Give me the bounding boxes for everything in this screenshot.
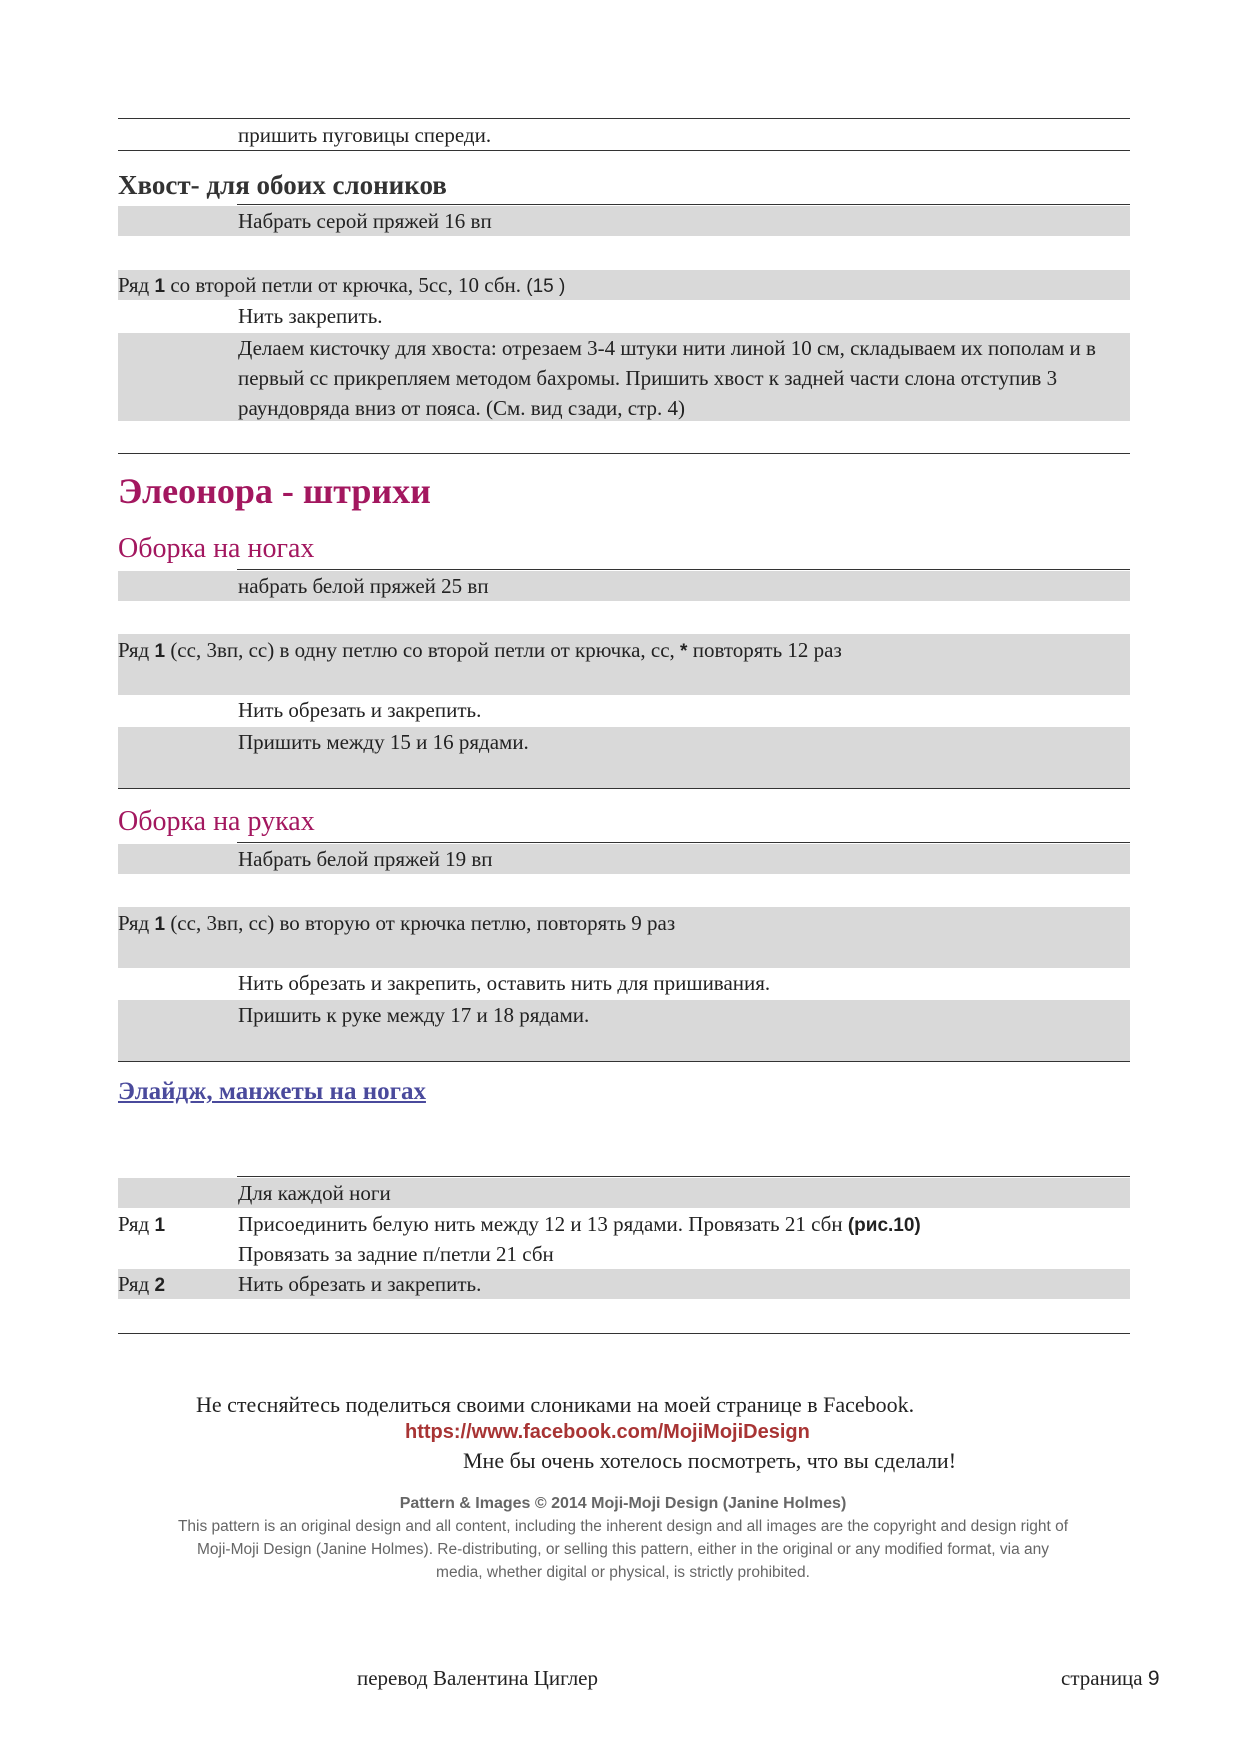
row-label: Ряд <box>118 911 150 935</box>
row-instruction <box>238 1209 921 1241</box>
row-number: 2 <box>154 1275 166 1296</box>
instruction-line: Набрать серой пряжей 16 вп <box>238 209 492 233</box>
page-num: 9 <box>1147 1667 1160 1690</box>
instruction-line: Нить обрезать и закрепить, оставить нить для пришивания. <box>238 971 771 995</box>
divider <box>118 1333 1130 1334</box>
divider <box>237 204 1130 205</box>
copyright-text: media, whether digital or physical, is strictly prohibited. <box>436 1564 810 1581</box>
row-label: Ряд <box>118 273 150 297</box>
row-number: 1 <box>154 914 166 935</box>
instruction-line: пришить пуговицы спереди. <box>238 123 492 147</box>
row-number: 1 <box>154 276 166 297</box>
row-label-cell <box>118 1209 165 1241</box>
row-number: 1 <box>154 1215 166 1236</box>
divider <box>237 1176 1130 1177</box>
copyright-title: Pattern & Images © 2014 Moji-Moji Design (Janine Holmes) <box>399 1495 847 1512</box>
row-instruction <box>118 635 842 667</box>
row-number: 1 <box>154 641 166 662</box>
stitch-count: (15 ) <box>526 276 566 297</box>
row-text: со второй петли от крючка, 5сс, 10 сбн. <box>170 273 521 297</box>
page-number <box>1061 1666 1160 1691</box>
row-text: повторять 12 раз <box>692 638 842 662</box>
instruction-line: Пришить между 15 и 16 рядами. <box>238 730 529 754</box>
promo-text: Не стесняйтесь поделиться своими слониками на моей странице в Facebook. <box>196 1392 915 1417</box>
divider <box>118 453 1130 454</box>
row-text: (сс, 3вп, сс) во вторую от крючка петлю, повторять 9 раз <box>170 911 676 935</box>
copyright-text: Moji-Moji Design (Janine Holmes). Re-distributing, or selling this pattern, either in the original or any modified format, via any <box>196 1541 1049 1558</box>
translator-credit: перевод Валентина Циглер <box>357 1666 599 1690</box>
row-label: Ряд <box>118 1272 150 1296</box>
instruction-line: Провязать за задние п/петли 21 сбн <box>238 1242 554 1266</box>
row-label: Ряд <box>118 1212 150 1236</box>
promo-text: Мне бы очень хотелось посмотреть, что вы сделали! <box>463 1448 957 1473</box>
divider <box>237 842 1130 843</box>
divider <box>118 118 1130 119</box>
row-text: Присоединить белую нить между 12 и 13 рядами. Провязать 21 сбн <box>238 1212 843 1236</box>
section-heading-elijah: Элайдж, манжеты на ногах <box>118 1078 426 1105</box>
divider <box>237 569 1130 570</box>
instruction-line: Для каждой ноги <box>238 1181 391 1205</box>
divider <box>118 150 1130 151</box>
figure-reference: (рис.10) <box>847 1215 921 1236</box>
instruction-line: Нить закрепить. <box>238 304 383 328</box>
page-label: страница <box>1061 1666 1143 1690</box>
instruction-line: Набрать белой пряжей 19 вп <box>238 847 493 871</box>
chapter-heading: Элеонора - штрихи <box>118 471 431 511</box>
row-text: (сс, 3вп, сс) в одну петлю со второй петли от крючка, сс, <box>170 638 675 662</box>
row-instruction <box>118 908 675 940</box>
instruction-line: набрать белой пряжей 25 вп <box>238 574 489 598</box>
section-heading-legs: Оборка на ногах <box>118 533 315 564</box>
repeat-marker: * <box>680 641 688 662</box>
instruction-paragraph: Делаем кисточку для хвоста: отрезаем 3-4 штуки нити линой 10 см, складываем их пополам и в первый сс прикрепляем методом бахромы. Пришить хвост к задней части слона отступив 3 раундовряда вниз от пояса. (См. вид сзади, стр. 4) <box>238 336 1096 420</box>
row-instruction <box>118 270 565 302</box>
copyright-text: This pattern is an original design and all content, including the inherent design and all images are the copyright and design right of <box>177 1518 1069 1535</box>
divider <box>118 788 1130 789</box>
divider <box>118 1061 1130 1062</box>
facebook-link[interactable]: https://www.facebook.com/MojiMojiDesign <box>405 1421 810 1443</box>
instruction-line: Нить обрезать и закрепить. <box>238 698 482 722</box>
row-label-cell <box>118 1269 165 1301</box>
instruction-line: Нить обрезать и закрепить. <box>238 1272 482 1296</box>
instruction-line: Пришить к руке между 17 и 18 рядами. <box>238 1003 590 1027</box>
section-heading-arms: Оборка на руках <box>118 806 315 837</box>
section-heading-tail: Хвост- для обоих слоников <box>118 170 447 200</box>
row-label: Ряд <box>118 638 150 662</box>
